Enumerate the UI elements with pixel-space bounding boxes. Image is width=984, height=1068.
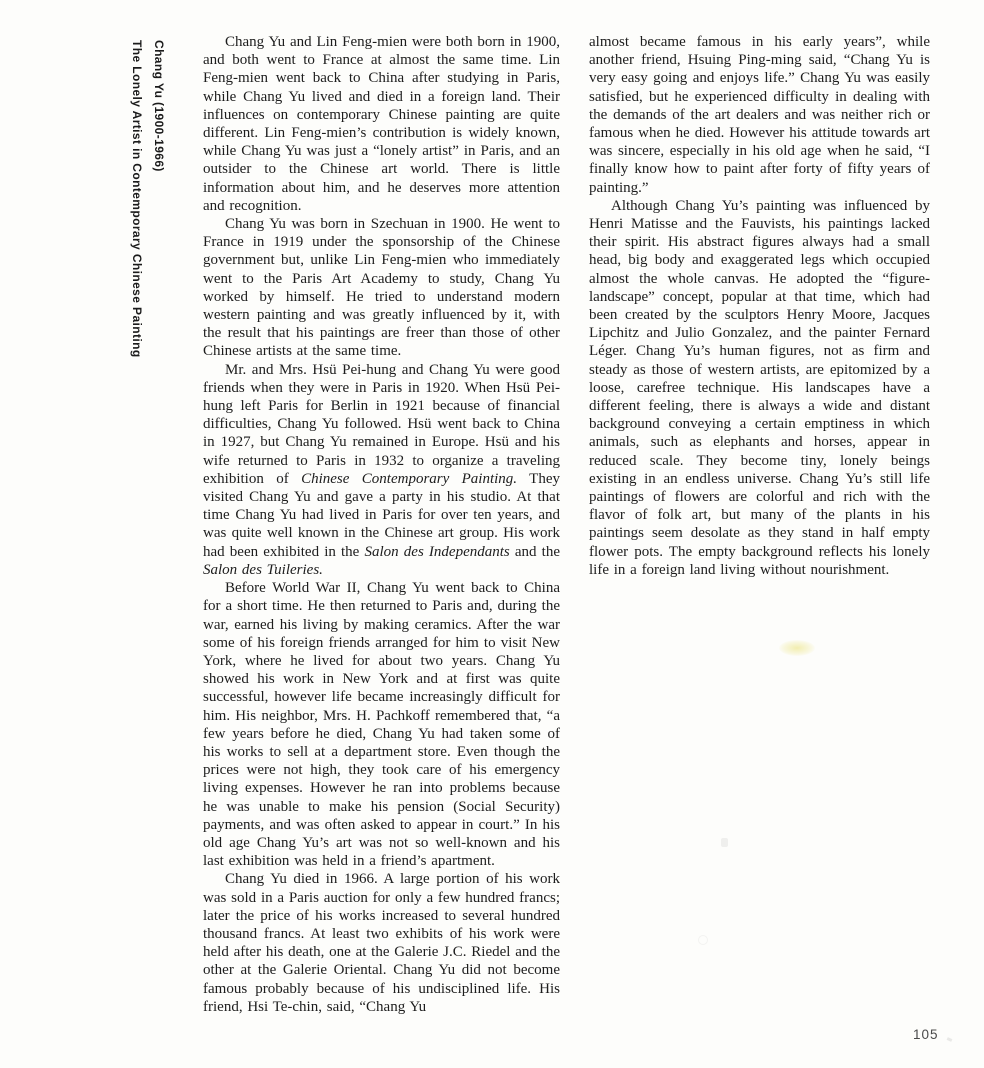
text-run: Chang Yu was born in Szechuan in 1900. He went to France in 1919 under the sponsorship of the Chinese government but, unlike Lin Feng-mien who immediately went to the Paris Art Academy to study, Chang Yu worked by himself. He tried to understand modern western painting and was greatly influenced by it, with the result that his paintings are freer than those of other Chinese artists at the same time. (203, 216, 560, 360)
paragraph (203, 870, 560, 1016)
paragraph (589, 197, 930, 579)
paragraph (203, 215, 560, 361)
scan-speck (721, 838, 728, 847)
page-number: 105 (913, 1027, 939, 1042)
text-run: Chang Yu died in 1966. A large portion of his work was sold in a Paris auction for only a few hundred francs; later the price of his works increased to several hundred thousand francs. At least two exhibits of his work were held after his death, one at the Galerie J.C. Riedel and the other at the Galerie Oriental. Chang Yu did not become famous probably because of his undisciplined life. His friend, Hsi Te-chin, said, “Chang Yu (203, 871, 560, 1015)
paragraph (589, 33, 930, 197)
text-column-left (203, 33, 560, 1016)
text-run: Mr. and Mrs. Hsü Pei-hung and Chang Yu were good friends when they were in Paris in 1920. When Hsü Pei-hung left Paris for Berlin in 1921 because of financial difficulties, Chang Yu followed. Hsü went back to China in 1927, but Chang Yu remained in Europe. Hsü and his wife returned to Paris in 1932 to organize a traveling exhibition of (203, 361, 560, 487)
scan-speck (698, 935, 708, 945)
chapter-title-vertical (126, 40, 170, 380)
text-run: They visited Chang Yu and gave a party in his studio. At that time Chang Yu had lived in Paris for over ten years, and was quite well known in the Chinese art group. His work had been exhibited in the (203, 470, 560, 560)
scan-artifact-highlight (779, 640, 815, 656)
text-run: Chang Yu and Lin Feng-mien were both born in 1900, and both went to France at almost the same time. Lin Feng-mien went back to China after studying in Paris, while Chang Yu lived and died in a foreign land. Their influences on contemporary Chinese painting are quite different. Lin Feng-mien’s contribution is widely known, while Chang Yu was just a “lonely artist” in Paris, and an outsider to the Chinese art world. There is little information about him, and he deserves more attention and recognition. (203, 34, 560, 214)
italic-text-run: Salon des Independants (364, 543, 510, 560)
chapter-title-line2: The Lonely Artist in Contemporary Chinese Painting (130, 40, 144, 358)
chapter-title-line1: Chang Yu (1900-1966) (152, 40, 166, 172)
paragraph (203, 579, 560, 870)
paragraph (203, 361, 560, 579)
italic-text-run: Chinese Contemporary Painting. (301, 470, 518, 487)
text-run: Before World War II, Chang Yu went back to China for a short time. He then returned to Paris and, during the war, earned his living by making ceramics. After the war some of his foreign friends arranged for him to visit New York, where he lived for about two years. Chang Yu showed his work in New York and at first was quite successful, however life became increasingly difficult for him. His neighbor, Mrs. H. Pachkoff remembered that, “a few years before he died, Chang Yu had taken some of his works to sell at a department store. Even though the prices were not high, they took care of his emergency living expenses. However he ran into problems because he was unable to make his pension (Social Security) payments, and was often asked to appear in court.” In his old age Chang Yu’s art was not so well-known and his last exhibition was held in a friend’s apartment. (203, 580, 560, 870)
text-run: and the (509, 543, 561, 560)
text-column-right (589, 33, 930, 579)
text-run: Although Chang Yu’s painting was influenced by Henri Matisse and the Fauvists, his paintings lacked their spirit. His abstract figures always had a small head, big body and exaggerated legs which occupied almost the whole canvas. He adopted the “figure-landscape” concept, popular at that time, which had been created by the sculptors Henry Moore, Jacques Lipchitz and Julio Gonzalez, and the painter Fernard Léger. Chang Yu’s human figures, not as firm and steady as those of western artists, are epitomized by a loose, carefree technique. His landscapes have a different feeling, there is always a wide and distant background conveying a certain emptiness in which animals, such as elephants and horses, appear in reduced scale. They become tiny, lonely beings existing in an endless universe. Chang Yu’s still life paintings of flowers are colorful and rich with the flavor of folk art, but many of the plants in his paintings seem desolate as they stand in half empty flower pots. The empty background reflects his lonely life in a foreign land living without nourishment. (589, 197, 930, 578)
paragraph (203, 33, 560, 215)
text-run: almost became famous in his early years”, while another friend, Hsuing Ping-ming said, “Chang Yu is very easy going and enjoys life.” Chang Yu was easily satisfied, but he experienced difficulty in dealing with the demands of the art dealers and was neither rich or famous when he died. However his attitude towards art was sincere, especially in his old age when he said, “I finally know how to paint after forty of fifty years of painting.” (589, 34, 930, 196)
scan-speck (947, 1037, 953, 1042)
italic-text-run: Salon des Tuileries. (203, 561, 323, 578)
